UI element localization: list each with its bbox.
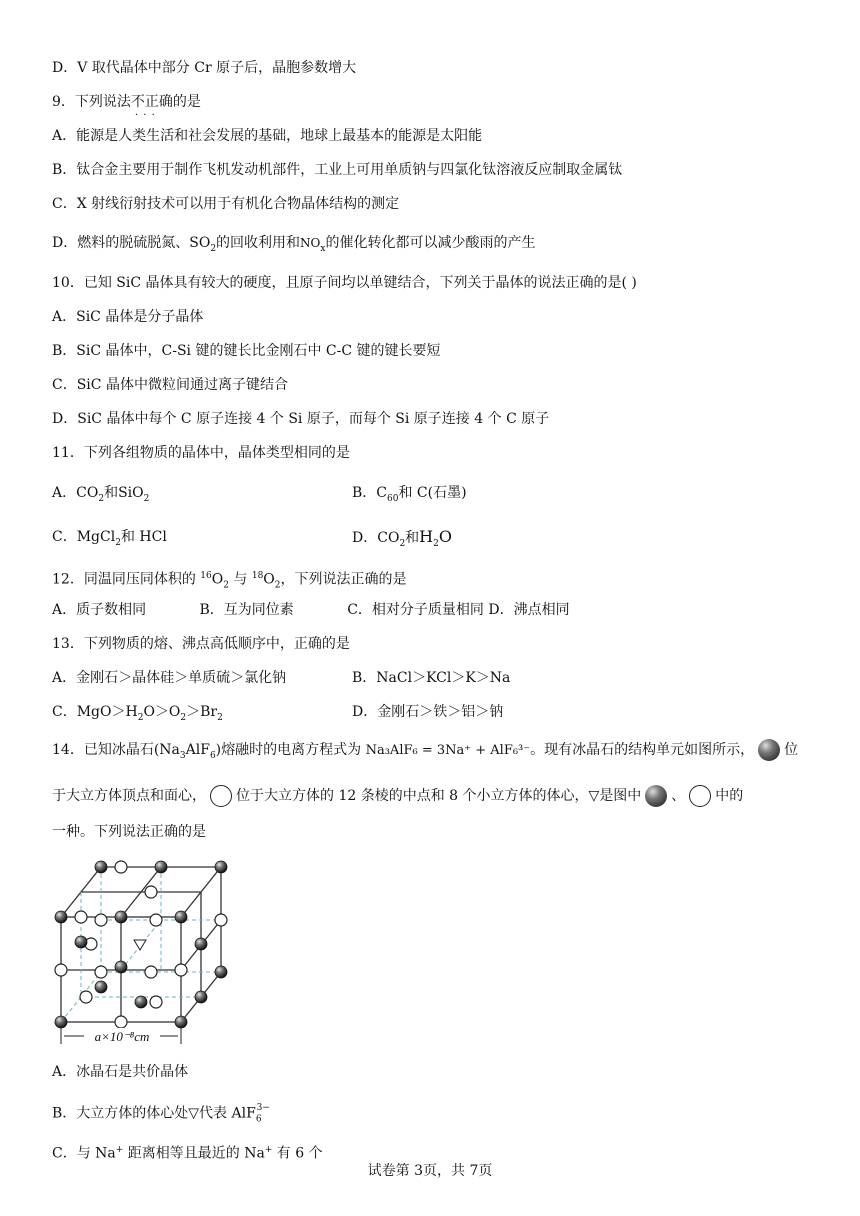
q9-stem-a: 9．下列说法 <box>52 94 131 110</box>
q13-c-b: O＞O <box>143 704 181 720</box>
q9-stem <box>52 92 201 112</box>
q11-d-f1: CO <box>377 530 400 546</box>
q14-c-a: C．与 Na <box>52 1145 116 1162</box>
q11-b-f1: C <box>376 485 388 501</box>
q14-l1-d: 位 <box>784 742 799 758</box>
dark-atom <box>155 861 167 873</box>
q13-option-c <box>52 702 223 728</box>
q14-l1-equation: Na₃AlF₆ = 3Na⁺ + AlF₆³⁻ <box>365 743 531 758</box>
light-atom <box>150 996 162 1008</box>
light-atom <box>150 914 162 926</box>
q11-option-a <box>52 483 149 509</box>
q9-d-so2: SO <box>189 235 211 251</box>
q11-c-rest: 和 HCl <box>120 529 167 545</box>
q9-option-b: B．钛合金主要用于制作飞机发动机部件，工业上可用单质钠与四氯化钛溶液反应制取金属钛 <box>52 162 623 178</box>
q14-l1-f2: AlF <box>185 742 210 758</box>
q9-d-so2-sub: 2 <box>210 243 217 254</box>
dark-atom <box>95 861 107 873</box>
triangle-marker-icon <box>134 940 146 950</box>
light-atom <box>215 914 227 926</box>
q12-e: ，下列说法正确的是 <box>280 571 407 588</box>
q11-a-f1: CO <box>76 485 99 501</box>
q11-c-prefix: C． <box>52 529 77 545</box>
q14-b-sub: 6 <box>255 1114 262 1125</box>
q11-d-prefix: D． <box>352 530 378 546</box>
dark-atom <box>75 936 87 948</box>
q9-d-e: 的催化转化都可以减少酸雨的产生 <box>325 235 536 251</box>
q13-option-b: B．NaCl＞KCl＞K＞Na <box>352 670 511 686</box>
light-sphere-icon <box>689 785 711 807</box>
q11-d-f1-sub: 2 <box>399 538 406 549</box>
q11-d-f2-tail: O <box>438 527 452 546</box>
q11-stem: 11．下列各组物质的晶体中，晶体类型相同的是 <box>52 445 350 461</box>
q13-option-d: D．金刚石＞铁＞铝＞钠 <box>352 704 504 720</box>
dark-atom <box>55 911 67 923</box>
q9-d-a: D．燃料的脱硫脱氮、 <box>52 235 190 251</box>
dark-atom <box>195 991 207 1003</box>
q11-c-f1-sub: 2 <box>115 537 121 548</box>
q11-d-and: 和 <box>405 530 420 546</box>
dark-atom <box>215 966 227 978</box>
q11-a-prefix: A． <box>52 485 77 501</box>
q10-option-b: B．SiC 晶体中，C-Si 键的键长比金刚石中 C-C 键的键长要短 <box>52 343 441 359</box>
dark-sphere-icon <box>758 739 780 761</box>
q12-a: 12．同温同压同体积的 <box>52 571 201 588</box>
light-atom <box>55 964 67 976</box>
light-atom <box>95 914 107 926</box>
q14-l2-a: 于大立方体顶点和面心， <box>52 788 206 804</box>
q11-option-d <box>352 527 452 554</box>
q14-line2 <box>52 784 743 808</box>
q14-b-f: AlF <box>231 1105 256 1122</box>
light-atom <box>145 886 157 898</box>
q14-b-a: B．大立方体的体心处▽代表 <box>52 1105 232 1122</box>
q14-line3: 一种。下列说法正确的是 <box>52 824 206 840</box>
q13-c-c: ＞Br <box>186 704 218 720</box>
light-atom <box>95 966 107 978</box>
q13-c-s1: 2 <box>137 712 144 723</box>
q9-d-c: 的回收利用和 <box>216 235 301 251</box>
q8-option-d: D．V 取代晶体中部分 Cr 原子后，晶胞参数增大 <box>52 60 357 76</box>
q14-l2-d: 中的 <box>715 788 744 804</box>
dark-atom <box>175 911 187 923</box>
q11-b-prefix: B． <box>352 485 377 501</box>
light-sphere-icon <box>210 785 232 807</box>
light-atom <box>75 911 87 923</box>
q9-stem-emphasis: 不正确 · · · <box>131 94 173 110</box>
q14-l2-b: 位于大立方体的 12 条棱的中点和 8 个小立方体的体心，▽是图中 <box>236 788 642 804</box>
q9-d-nox-sub: x <box>320 243 326 254</box>
q10-stem: 10．已知 SiC 晶体具有较大的硬度，且原子间均以单键结合，下列关于晶体的说法正确的是( ) <box>52 275 637 291</box>
cryolite-unit-cell-figure <box>46 852 246 1052</box>
dimension-label: a×10⁻⁸cm <box>94 1029 150 1044</box>
page-footer: 试卷第 3页，共 7页 <box>367 1163 493 1179</box>
q14-l1-c: 。现有冰晶石的结构单元如图所示， <box>530 742 755 758</box>
q12-sup2: 18 <box>251 571 264 581</box>
q14-b-sup: 3− <box>256 1103 270 1113</box>
q12-o2: O <box>263 571 275 588</box>
dark-atom <box>195 938 207 950</box>
q11-a-f1-sub: 2 <box>98 493 105 504</box>
q12-sub2: 2 <box>274 580 281 591</box>
q11-b-f1-sub: 60 <box>387 493 399 504</box>
q14-line1 <box>52 738 798 768</box>
q14-l1-f1s: 3 <box>179 750 186 761</box>
light-atom <box>115 1016 127 1028</box>
q13-c-a: C．MgO＞H <box>52 704 138 720</box>
q14-c-c: 有 6 个 <box>272 1145 323 1162</box>
dark-atom <box>215 861 227 873</box>
light-atom <box>145 966 157 978</box>
q9-option-a: A．能源是人类生活和社会发展的基础，地球上最基本的能源是太阳能 <box>52 128 483 144</box>
q11-option-b <box>352 483 467 509</box>
q9-d-nox: NO <box>300 236 321 250</box>
q14-l1-a: 14．已知冰晶石( <box>52 742 160 758</box>
dark-atom <box>115 961 127 973</box>
q13-stem: 13．下列物质的熔、沸点高低顺序中，正确的是 <box>52 636 350 652</box>
q11-a-f2: SiO <box>118 485 144 501</box>
q11-a-f2-sub: 2 <box>143 493 150 504</box>
q10-option-a: A．SiC 晶体是分子晶体 <box>52 309 204 325</box>
q12-options: A．质子数相同 B．互为同位素 C．相对分子质量相同 D．沸点相同 <box>52 602 570 618</box>
q14-c-b: 距离相等且最近的 Na <box>123 1145 265 1162</box>
q11-d-f2-sub: 2 <box>433 538 439 549</box>
dark-sphere-icon <box>645 785 667 807</box>
q10-option-c: C．SiC 晶体中微粒间通过离子键结合 <box>52 377 288 393</box>
q9-option-c: C．X 射线衍射技术可以用于有机化合物晶体结构的测定 <box>52 196 400 212</box>
dark-atom <box>115 911 127 923</box>
light-atom <box>115 861 127 873</box>
q14-c-sup1: + <box>115 1145 124 1155</box>
q11-option-c <box>52 527 167 553</box>
q11-d-f2: H <box>419 527 434 546</box>
dark-atom <box>135 996 147 1008</box>
q11-b-rest: 和 C(石墨) <box>398 485 467 501</box>
dark-atom <box>95 981 107 993</box>
q14-l1-f1: Na <box>159 742 180 758</box>
q10-option-d: D．SiC 晶体中每个 C 原子连接 4 个 Si 原子，而每个 Si 原子连接 4 个 C 原子 <box>52 411 550 427</box>
q14-option-a: A．冰晶石是共价晶体 <box>52 1064 189 1080</box>
q14-option-b <box>52 1100 270 1129</box>
q14-c-sup2: + <box>264 1145 273 1155</box>
q12-c: 与 <box>228 571 252 588</box>
q12-sup1: 16 <box>200 571 212 581</box>
q9-option-d <box>52 233 535 259</box>
q14-l2-c: 、 <box>671 788 686 804</box>
q9-stem-c: 的是 <box>172 94 201 110</box>
q12-stem <box>52 566 407 595</box>
light-atom <box>80 991 92 1003</box>
q11-c-f1: MgCl <box>76 529 116 545</box>
q13-c-s2: 2 <box>180 712 187 723</box>
q14-l1-b: )熔融时的电离方程式为 <box>215 742 366 758</box>
light-atom <box>175 964 187 976</box>
q12-sub1: 2 <box>223 580 229 591</box>
q13-option-a: A．金刚石＞晶体硅＞单质硫＞氯化钠 <box>52 670 287 686</box>
q14-l1-f2s: 6 <box>209 750 216 761</box>
q13-c-s3: 2 <box>217 712 223 723</box>
q11-a-and: 和 <box>104 485 119 501</box>
q12-o1: O <box>211 571 224 588</box>
